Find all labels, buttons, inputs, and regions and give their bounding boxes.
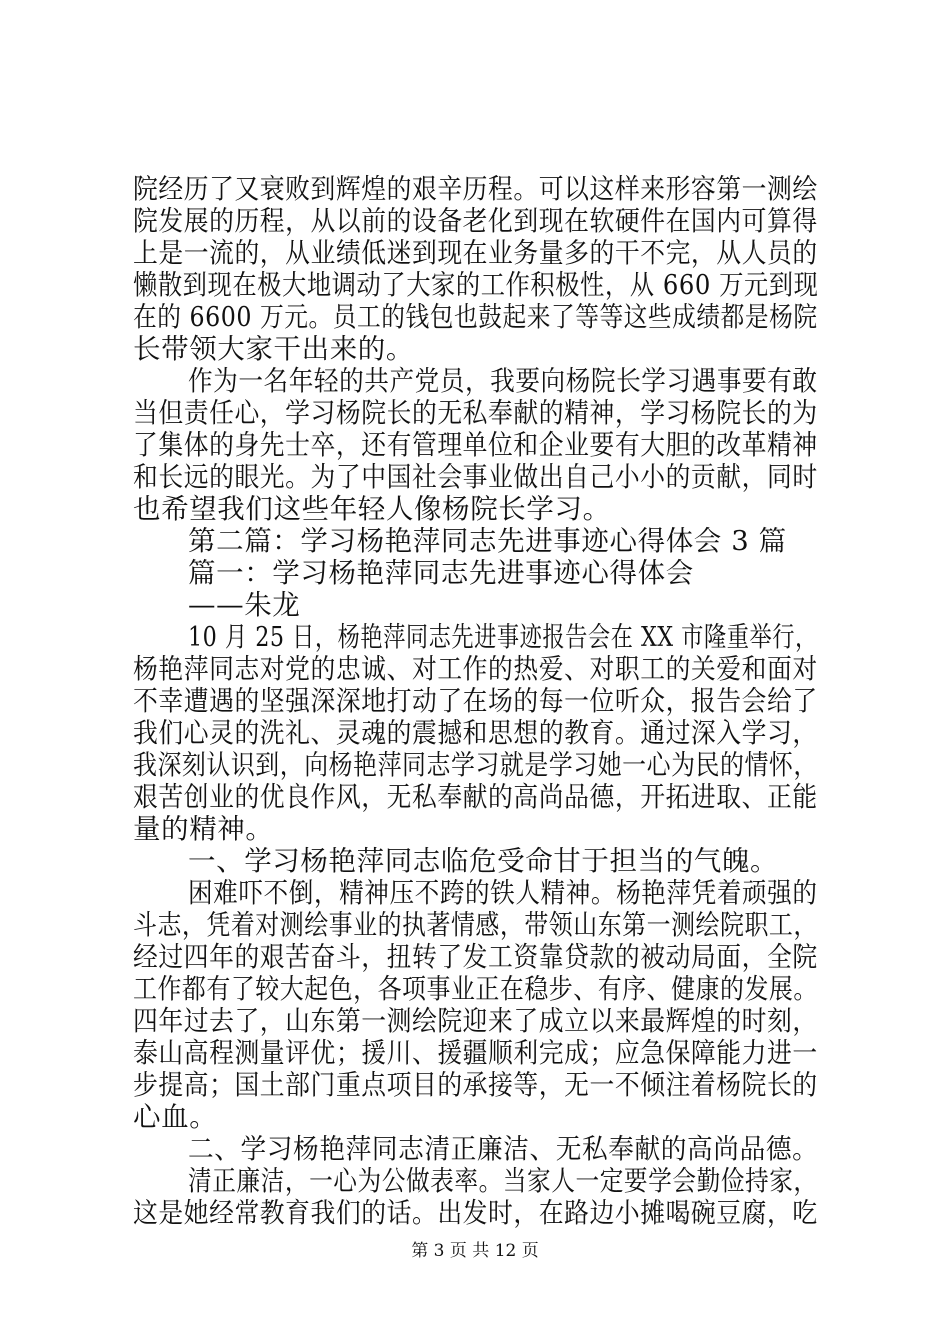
subheading: 一、学习杨艳萍同志临危受命甘于担当的气魄。 [188,845,779,877]
text-line: 院经历了又衰败到辉煌的艰辛历程。可以这样来形容第一测绘 [133,173,818,205]
paragraph-first-line: 清正廉洁，一心为公做表率。当家人一定要学会勤俭持家， [188,1165,818,1197]
text-line: 院发展的历程，从以前的设备老化到现在软硬件在国内可算得 [133,205,818,237]
text-line: 杨艳萍同志对党的忠诚、对工作的热爱、对职工的关爱和面对 [133,653,818,685]
text-line: 工作都有了较大起色，各项事业正在稳步、有序、健康的发展。 [133,973,818,1005]
text-line: 也希望我们这些年轻人像杨院长学习。 [133,493,611,525]
text-line: 了集体的身先士卒，还有管理单位和企业要有大胆的改革精神 [133,429,818,461]
text-line: 心血。 [133,1101,218,1133]
paragraph-first-line: 作为一名年轻的共产党员，我要向杨院长学习遇事要有敢 [188,365,818,397]
text-line: 在的 6600 万元。员工的钱包也鼓起来了等等这些成绩都是杨院 [133,301,818,333]
text-line: 当但责任心，学习杨院长的无私奉献的精神，学习杨院长的为 [133,397,818,429]
text-line: 和长远的眼光。为了中国社会事业做出自己小小的贡献，同时 [133,461,818,493]
text-line: 四年过去了，山东第一测绘院迎来了成立以来最辉煌的时刻， [133,1005,818,1037]
text-line: 经过四年的艰苦奋斗，扭转了发工资靠贷款的被动局面，全院 [133,941,818,973]
text-line: 上是一流的，从业绩低迷到现在业务量多的干不完，从人员的 [133,237,818,269]
text-line: 不幸遭遇的坚强深深地打动了在场的每一位听众，报告会给了 [133,685,818,717]
paragraph-first-line: 困难吓不倒，精神压不跨的铁人精神。杨艳萍凭着顽强的 [188,877,818,909]
text-line: 这是她经常教育我们的话。出发时，在路边小摊喝碗豆腐，吃 [133,1197,818,1229]
article-title: 篇一：学习杨艳萍同志先进事迹心得体会 [188,557,694,589]
text-line: 长带领大家干出来的。 [133,333,414,365]
subheading: 二、学习杨艳萍同志清正廉洁、无私奉献的高尚品德。 [188,1133,819,1165]
text-line: 艰苦创业的优良作风，无私奉献的高尚品德，开拓进取、正能 [133,781,818,813]
text-line: 泰山高程测量评优；援川、援疆顺利完成；应急保障能力进一 [133,1037,818,1069]
article-author: ——朱龙 [188,589,301,621]
text-line: 我深刻认识到，向杨艳萍同志学习就是学习她一心为民的情怀， [133,749,818,781]
text-line: 懒散到现在极大地调动了大家的工作积极性，从 660 万元到现 [133,269,819,301]
section-heading: 第二篇：学习杨艳萍同志先进事迹心得体会 3 篇 [188,525,787,557]
text-line: 我们心灵的洗礼、灵魂的震撼和思想的教育。通过深入学习， [133,717,818,749]
paragraph-first-line: 10 月 25 日，杨艳萍同志先进事迹报告会在 XX 市隆重举行， [188,621,818,653]
text-line: 斗志，凭着对测绘事业的执著情感，带领山东第一测绘院职工， [133,909,818,941]
page-footer: 第 3 页 共 12 页 [411,1241,539,1261]
text-line: 量的精神。 [133,813,274,845]
text-line: 步提高；国土部门重点项目的承接等，无一不倾注着杨院长的 [133,1069,818,1101]
